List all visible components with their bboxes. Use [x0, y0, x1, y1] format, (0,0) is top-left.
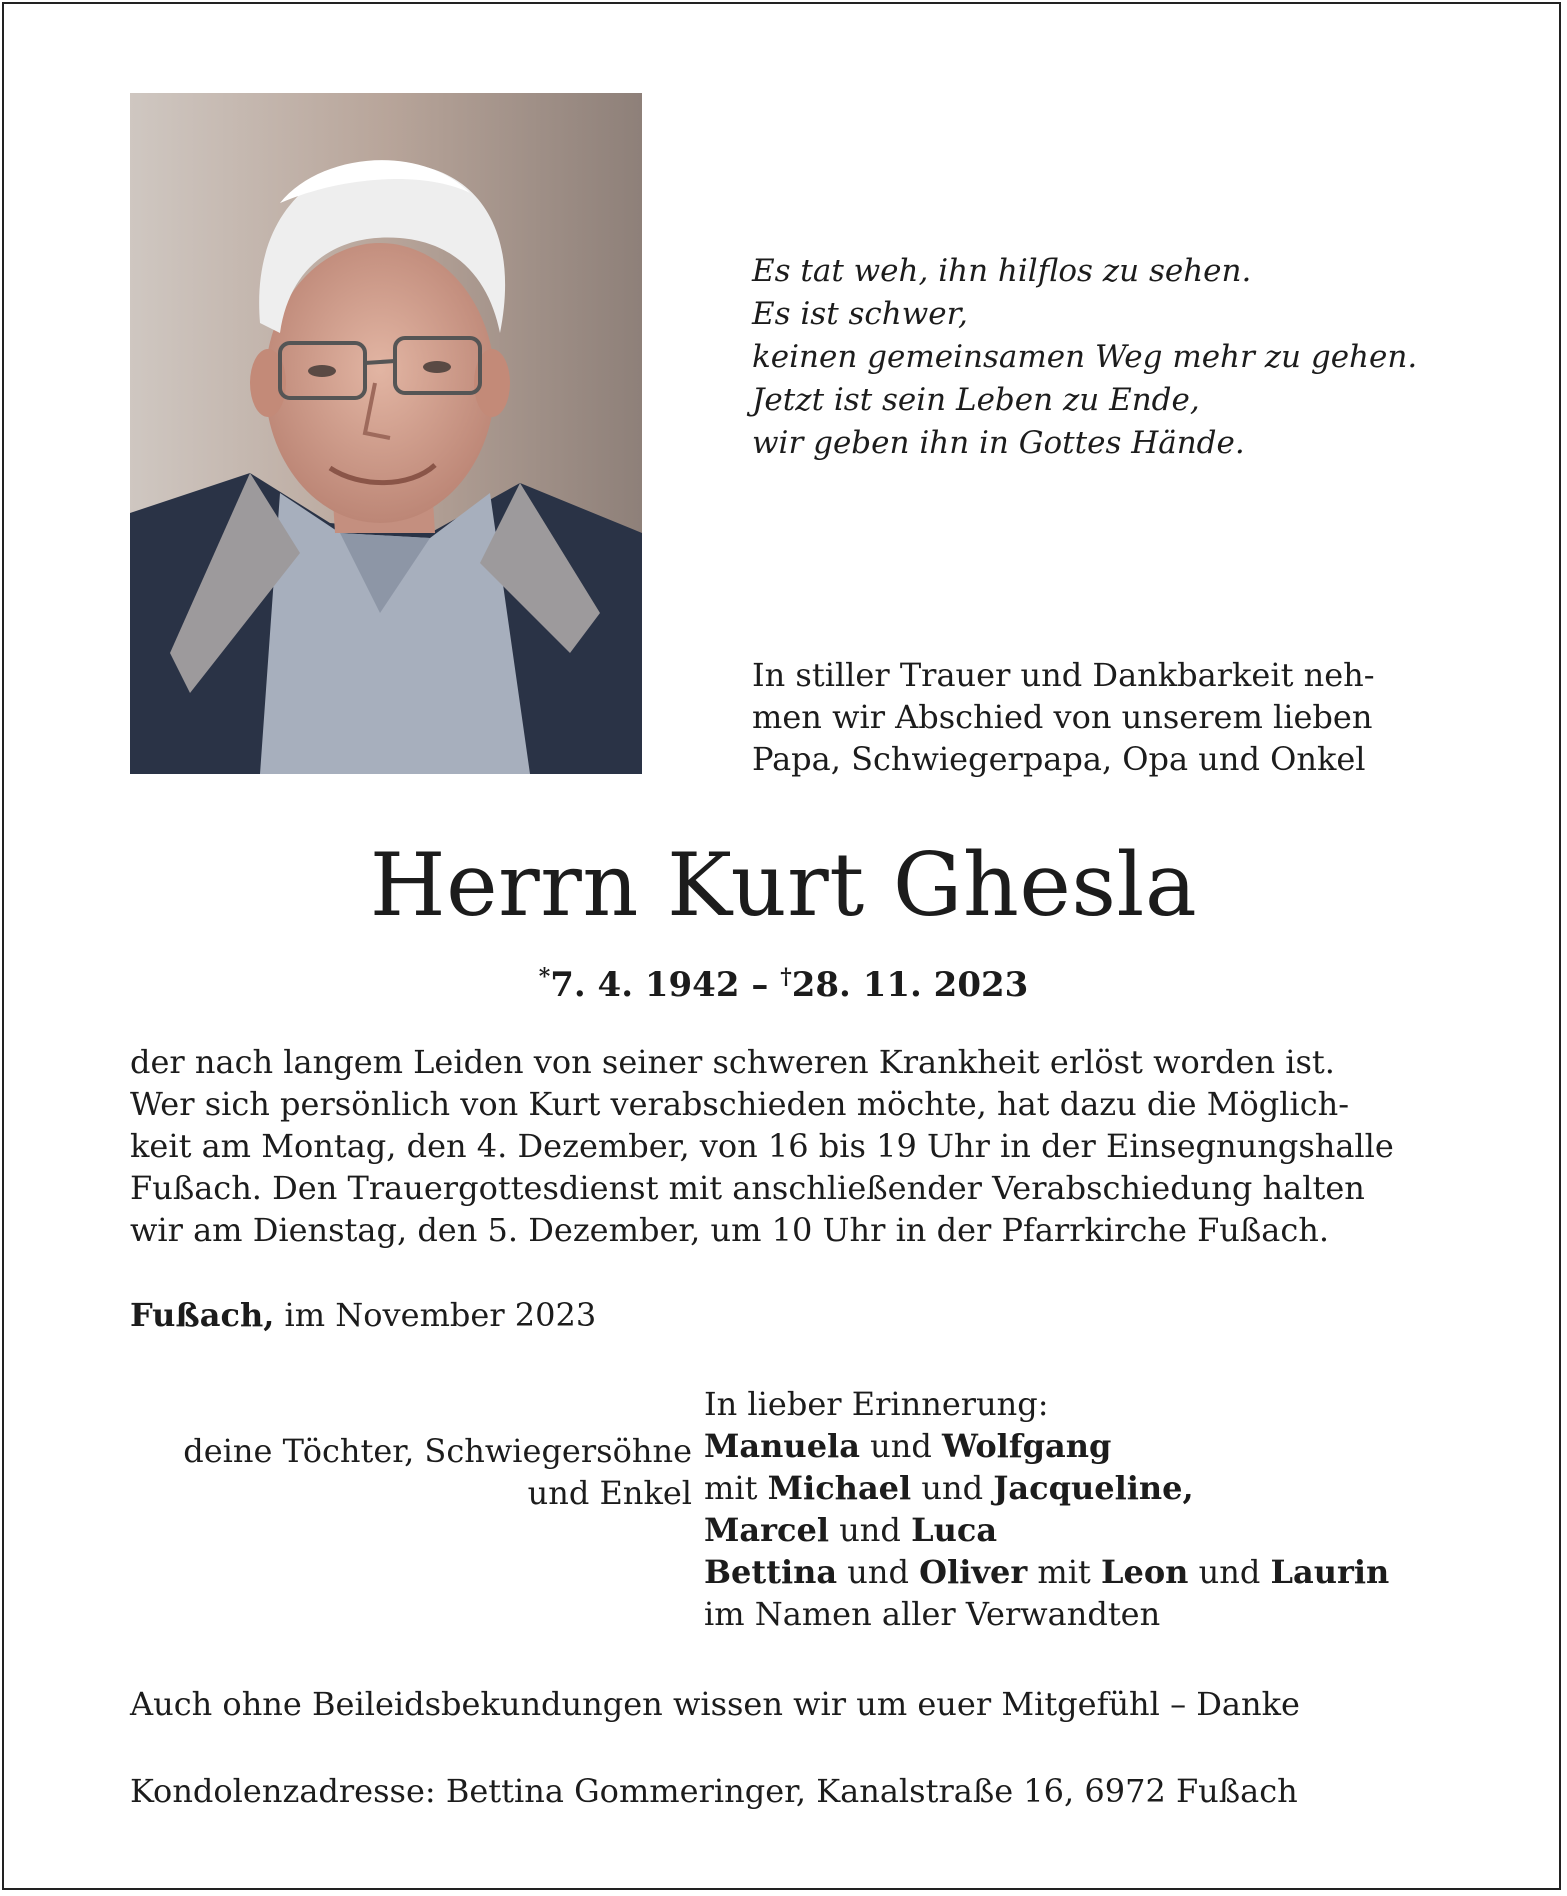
family-line-3 — [704, 1509, 1389, 1551]
relation-line: deine Töchter, Schwiegersöhne — [183, 1432, 692, 1470]
intro-line: In stiller Trauer und Dankbarkeit neh- — [752, 656, 1375, 694]
family-name: Michael — [767, 1469, 912, 1507]
condolence-address: Kondolenzadresse: Bettina Gommeringer, Kanalstraße 16, 6972 Fußach — [130, 1772, 1298, 1810]
closing-line: im Namen aller Verwandten — [704, 1595, 1161, 1633]
poem-line: keinen gemeinsamen Weg mehr zu gehen. — [752, 339, 1418, 375]
intro-text — [752, 654, 1502, 780]
connector: und — [911, 1469, 994, 1507]
announcement-body — [130, 1041, 1440, 1251]
place-date — [130, 1294, 596, 1336]
family-name: Bettina — [704, 1553, 838, 1591]
family-name: Jacqueline, — [993, 1469, 1194, 1507]
place-month: im November 2023 — [274, 1296, 597, 1334]
death-symbol: † — [780, 964, 792, 990]
birth-symbol: * — [538, 964, 551, 990]
family-line-4 — [704, 1551, 1389, 1593]
family-line-2 — [704, 1467, 1389, 1509]
connector: und — [859, 1427, 942, 1465]
family-name: Luca — [911, 1511, 998, 1549]
death-date: 28. 11. 2023 — [791, 965, 1029, 1005]
relation-line: und Enkel — [527, 1474, 692, 1512]
family-relations — [183, 1430, 692, 1514]
poem-line: Es tat weh, ihn hilflos zu sehen. — [752, 253, 1252, 289]
body-line: keit am Montag, den 4. Dezember, von 16 bis 19 Uhr in der Einsegnungshalle — [130, 1127, 1394, 1165]
connector: und — [837, 1553, 920, 1591]
poem-line: Es ist schwer, — [752, 296, 968, 332]
connector: mit — [1027, 1553, 1101, 1591]
connector: und — [1188, 1553, 1271, 1591]
connector: und — [829, 1511, 912, 1549]
poem — [752, 250, 1452, 465]
thanks-note: Auch ohne Beileidsbekundungen wissen wir um euer Mitgefühl – Danke — [130, 1685, 1300, 1723]
family-name: Laurin — [1270, 1553, 1390, 1591]
poem-line: Jetzt ist sein Leben zu Ende, — [752, 382, 1200, 418]
intro-line: men wir Abschied von unserem lieben — [752, 698, 1373, 736]
place-town: Fußach, — [130, 1296, 275, 1334]
family-names — [704, 1383, 1389, 1635]
family-name: Wolfgang — [941, 1427, 1112, 1465]
memory-heading: In lieber Erinnerung: — [704, 1385, 1049, 1423]
birth-date: 7. 4. 1942 — [550, 965, 740, 1005]
family-name: Oliver — [919, 1553, 1028, 1591]
family-name: Marcel — [704, 1511, 830, 1549]
body-line: wir am Dienstag, den 5. Dezember, um 10 Uhr in der Pfarrkirche Fußach. — [130, 1211, 1330, 1249]
portrait-photo — [130, 93, 642, 774]
life-dates — [0, 955, 1567, 1007]
date-separator: – — [739, 965, 781, 1005]
body-line: der nach langem Leiden von seiner schweren Krankheit erlöst worden ist. — [130, 1043, 1335, 1081]
body-line: Fußach. Den Trauergottesdienst mit anschließender Verabschiedung halten — [130, 1169, 1365, 1207]
family-name: Leon — [1100, 1553, 1189, 1591]
poem-line: wir geben ihn in Gottes Hände. — [752, 425, 1245, 461]
connector: mit — [704, 1469, 768, 1507]
intro-line: Papa, Schwiegerpapa, Opa und Onkel — [752, 740, 1366, 778]
family-line-1 — [704, 1425, 1389, 1467]
family-name: Manuela — [704, 1427, 860, 1465]
body-line: Wer sich persönlich von Kurt verabschieden möchte, hat dazu die Möglich- — [130, 1085, 1350, 1123]
deceased-name: Herrn Kurt Ghesla — [369, 834, 1198, 936]
